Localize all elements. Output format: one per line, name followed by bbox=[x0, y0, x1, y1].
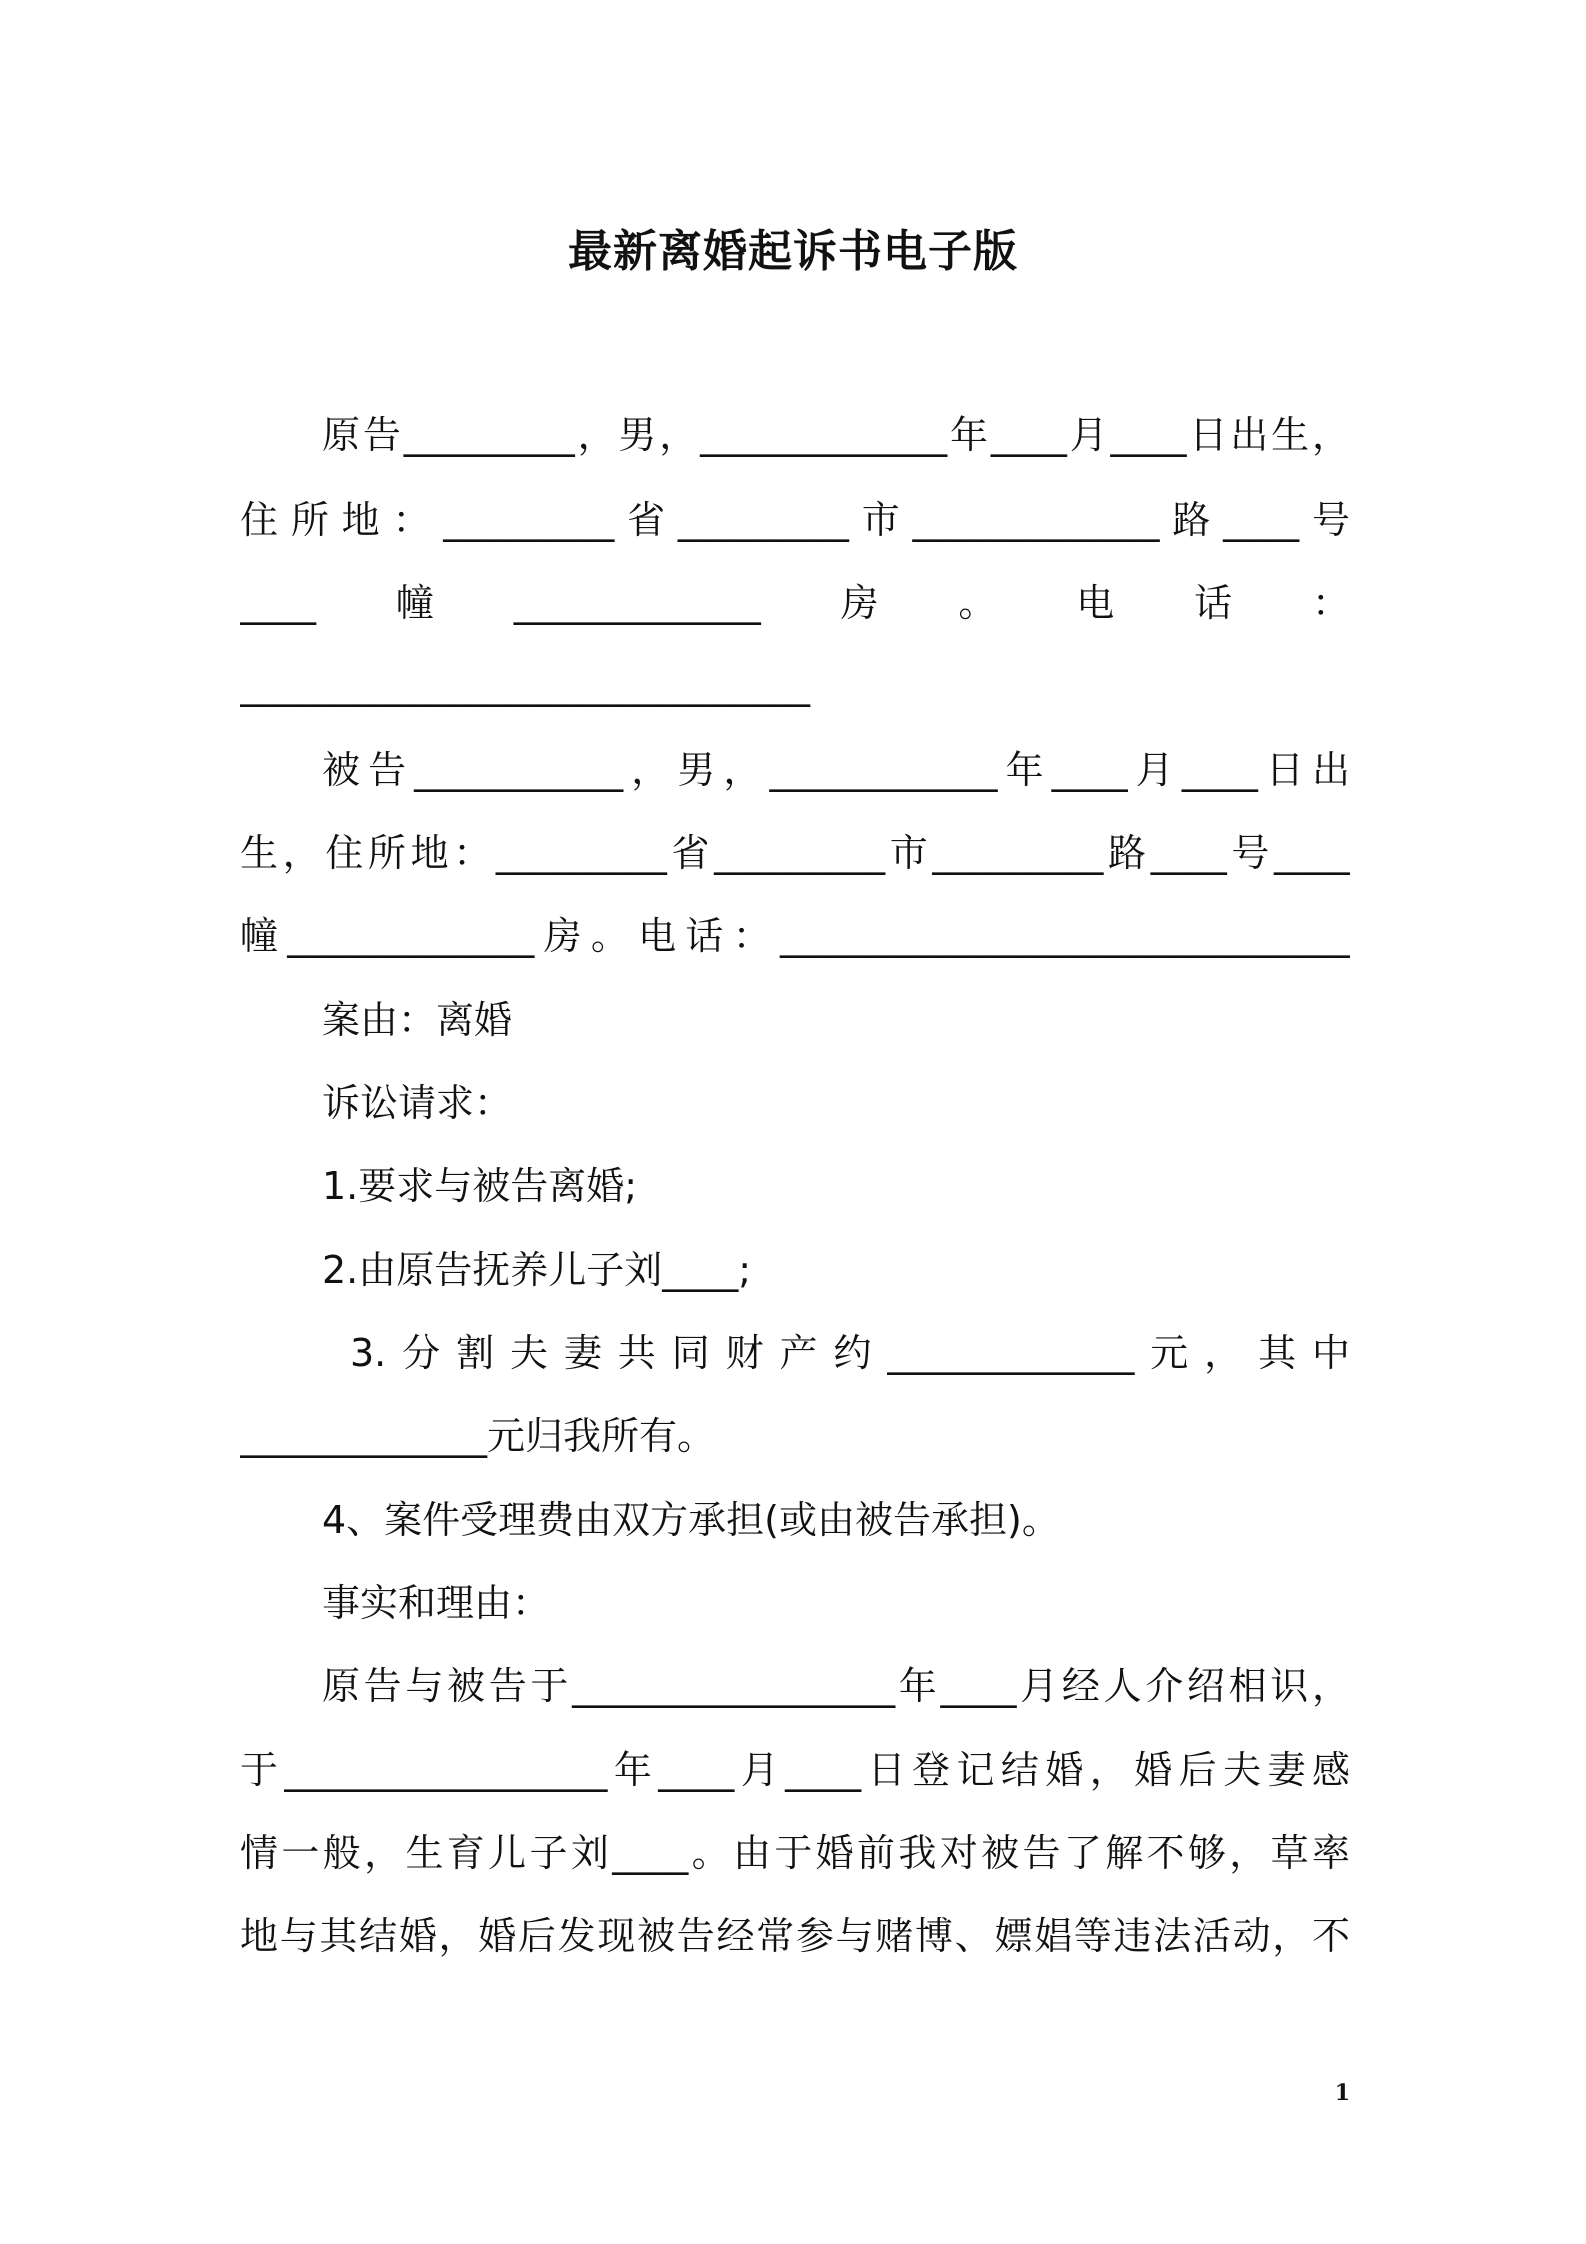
claim-item: _____________元归我所有。 bbox=[240, 1414, 716, 1458]
paragraph-line: ______________________________ bbox=[240, 663, 810, 707]
paragraph-line: ____幢_____________房。电话： bbox=[240, 581, 1350, 625]
paragraph-line: 情一般，生育儿子刘____。由于婚前我对被告了解不够，草率 bbox=[240, 1831, 1350, 1875]
paragraph-line: 住所地：_________省_________市_____________路____号 bbox=[240, 498, 1350, 542]
claims-heading: 诉讼请求： bbox=[322, 1081, 513, 1125]
claim-item: 3.分割夫妻共同财产约_____________元，其中 bbox=[350, 1331, 1350, 1375]
facts-heading: 事实和理由： bbox=[322, 1581, 551, 1625]
paragraph-line: 幢_____________房。电话：______________________________ bbox=[240, 914, 1350, 958]
claim-item: 1.要求与被告离婚; bbox=[322, 1164, 638, 1208]
claim-item: 2.由原告抚养儿子刘____; bbox=[322, 1248, 752, 1292]
paragraph-line: 生，住所地：_________省_________市_________路____号____ bbox=[240, 831, 1350, 875]
paragraph-line: 原告与被告于_________________年____月经人介绍相识， bbox=[322, 1664, 1350, 1708]
paragraph-line: 地与其结婚，婚后发现被告经常参与赌博、嫖娼等违法活动，不 bbox=[240, 1914, 1350, 1958]
claim-item: 4、案件受理费由双方承担(或由被告承担)。 bbox=[322, 1498, 1060, 1542]
paragraph-line: 被告___________，男，____________年____月____日出 bbox=[322, 748, 1350, 792]
case-cause: 案由：离婚 bbox=[322, 998, 513, 1042]
paragraph-line: 原告_________，男，_____________年____月____日出生， bbox=[322, 413, 1350, 457]
paragraph-line: 于_________________年____月____日登记结婚，婚后夫妻感 bbox=[240, 1748, 1350, 1792]
document-title: 最新离婚起诉书电子版 bbox=[568, 226, 1018, 277]
page-number: 1 bbox=[1334, 2080, 1350, 2106]
